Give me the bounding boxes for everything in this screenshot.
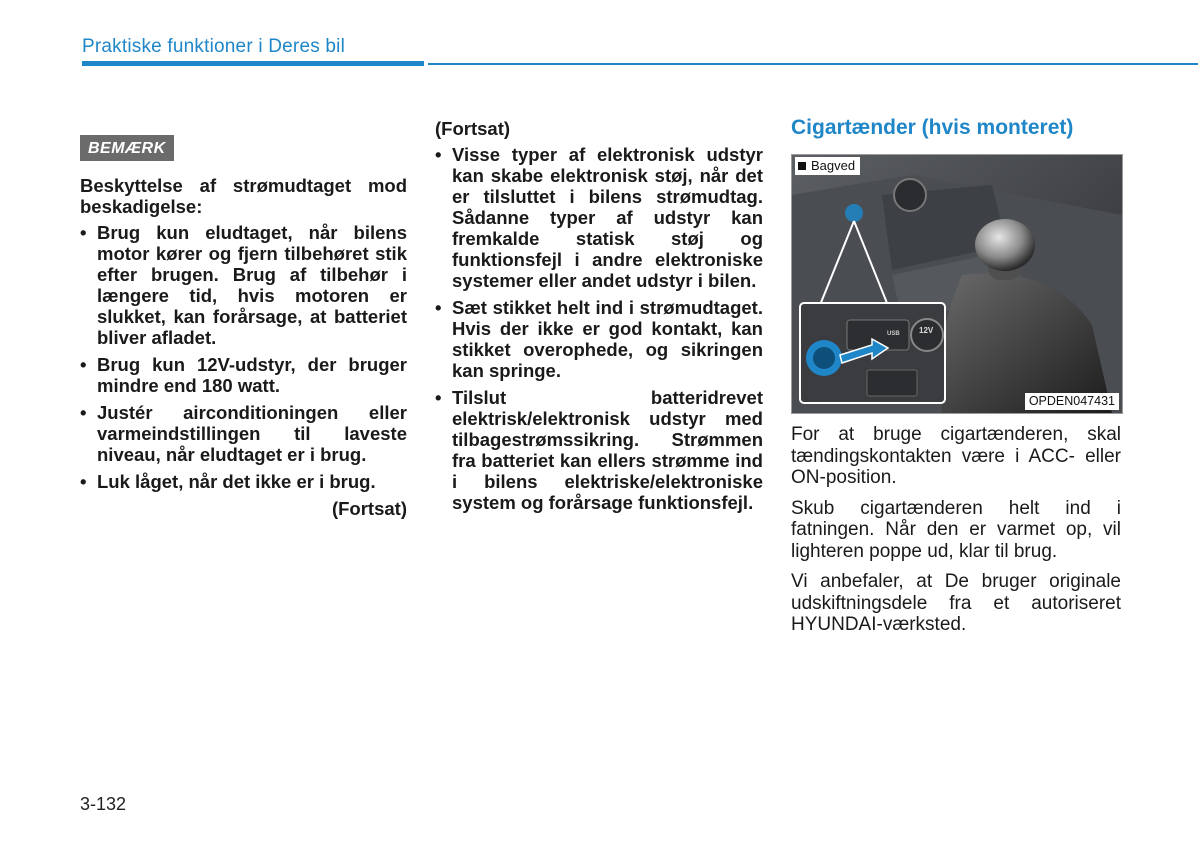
list-item: • Sæt stikket helt ind i strømudtaget. Hvis der ikke er god kontakt, kan stikket overophede, og sikringen kan springe.: [435, 297, 763, 381]
list-item: • Visse typer af elektronisk udstyr kan skabe elektronisk støj, når det er tilsluttet i bilens strømudtag. Sådanne typer af udstyr kan fremkalde statisk støj og funktionsfejl i andre elektroniske systemer eller andet udstyr i bilen.: [435, 144, 763, 291]
square-icon: [798, 162, 806, 170]
header-rule-thick: [82, 61, 424, 66]
page-number: 3-132: [80, 794, 127, 814]
car-interior-illustration: [791, 154, 1123, 414]
figure-tag-label: Bagved: [811, 158, 856, 173]
list-item: • Tilslut batteridrevet elektrisk/elektronisk udstyr med tilbagestrømssikring. Strømmen fra batteriet kan ellers strømme ind i bilens elektriske/elektroniske system og forårsage funktionsfejl.: [435, 387, 763, 513]
usb-label: USB: [887, 331, 900, 337]
note-intro: Beskyttelse af strømudtaget mod beskadigelse:: [80, 175, 407, 217]
continued-label: (Fortsat): [331, 498, 407, 519]
right-column: [791, 115, 1121, 645]
body-text: [791, 424, 1121, 636]
running-title: Praktiske funktioner i Deres bil: [82, 36, 346, 57]
list-item: • Brug kun eludtaget, når bilens motor kører og fjern tilbehøret stik efter brugen. Brug af tilbehør i længere tid, hvis motoren er slukket, kan forårsage, at batteriet bliver afladet.: [80, 222, 407, 348]
list-item: • Luk låget, når det ikke er i brug.: [80, 471, 407, 492]
paragraph: Skub cigartænderen helt ind i fatningen. Når den er varmet op, vil lighteren poppe ud, klar til brug.: [791, 497, 1121, 562]
note-badge: BEMÆRK: [80, 135, 174, 161]
middle-column: [435, 118, 763, 519]
paragraph: Vi anbefaler, at De bruger originale udskiftningsdele fra et autoriseret HYUNDAI-værksted.: [791, 571, 1121, 635]
paragraph: For at bruge cigartænderen, skal tændingskontakten være i ACC- eller ON-position.: [791, 424, 1121, 488]
figure-code: OPDEN047431: [1025, 393, 1119, 410]
header-rule-thin: [428, 63, 1198, 65]
note-bullet-list: [435, 144, 763, 513]
section-heading: Cigartænder (hvis monteret): [791, 116, 1074, 139]
list-item: • Justér airconditioningen eller varmeindstillingen til laveste niveau, når eludtaget er i brug.: [80, 402, 407, 465]
list-item: • Brug kun 12V-udstyr, der bruger mindre end 180 watt.: [80, 354, 407, 396]
continued-label: (Fortsat): [435, 118, 511, 139]
illustration-icon: [792, 155, 1122, 413]
socket-label: 12V: [919, 326, 934, 335]
note-bullet-list: [80, 222, 407, 492]
figure-tag: [795, 157, 860, 175]
left-column: [80, 135, 407, 519]
